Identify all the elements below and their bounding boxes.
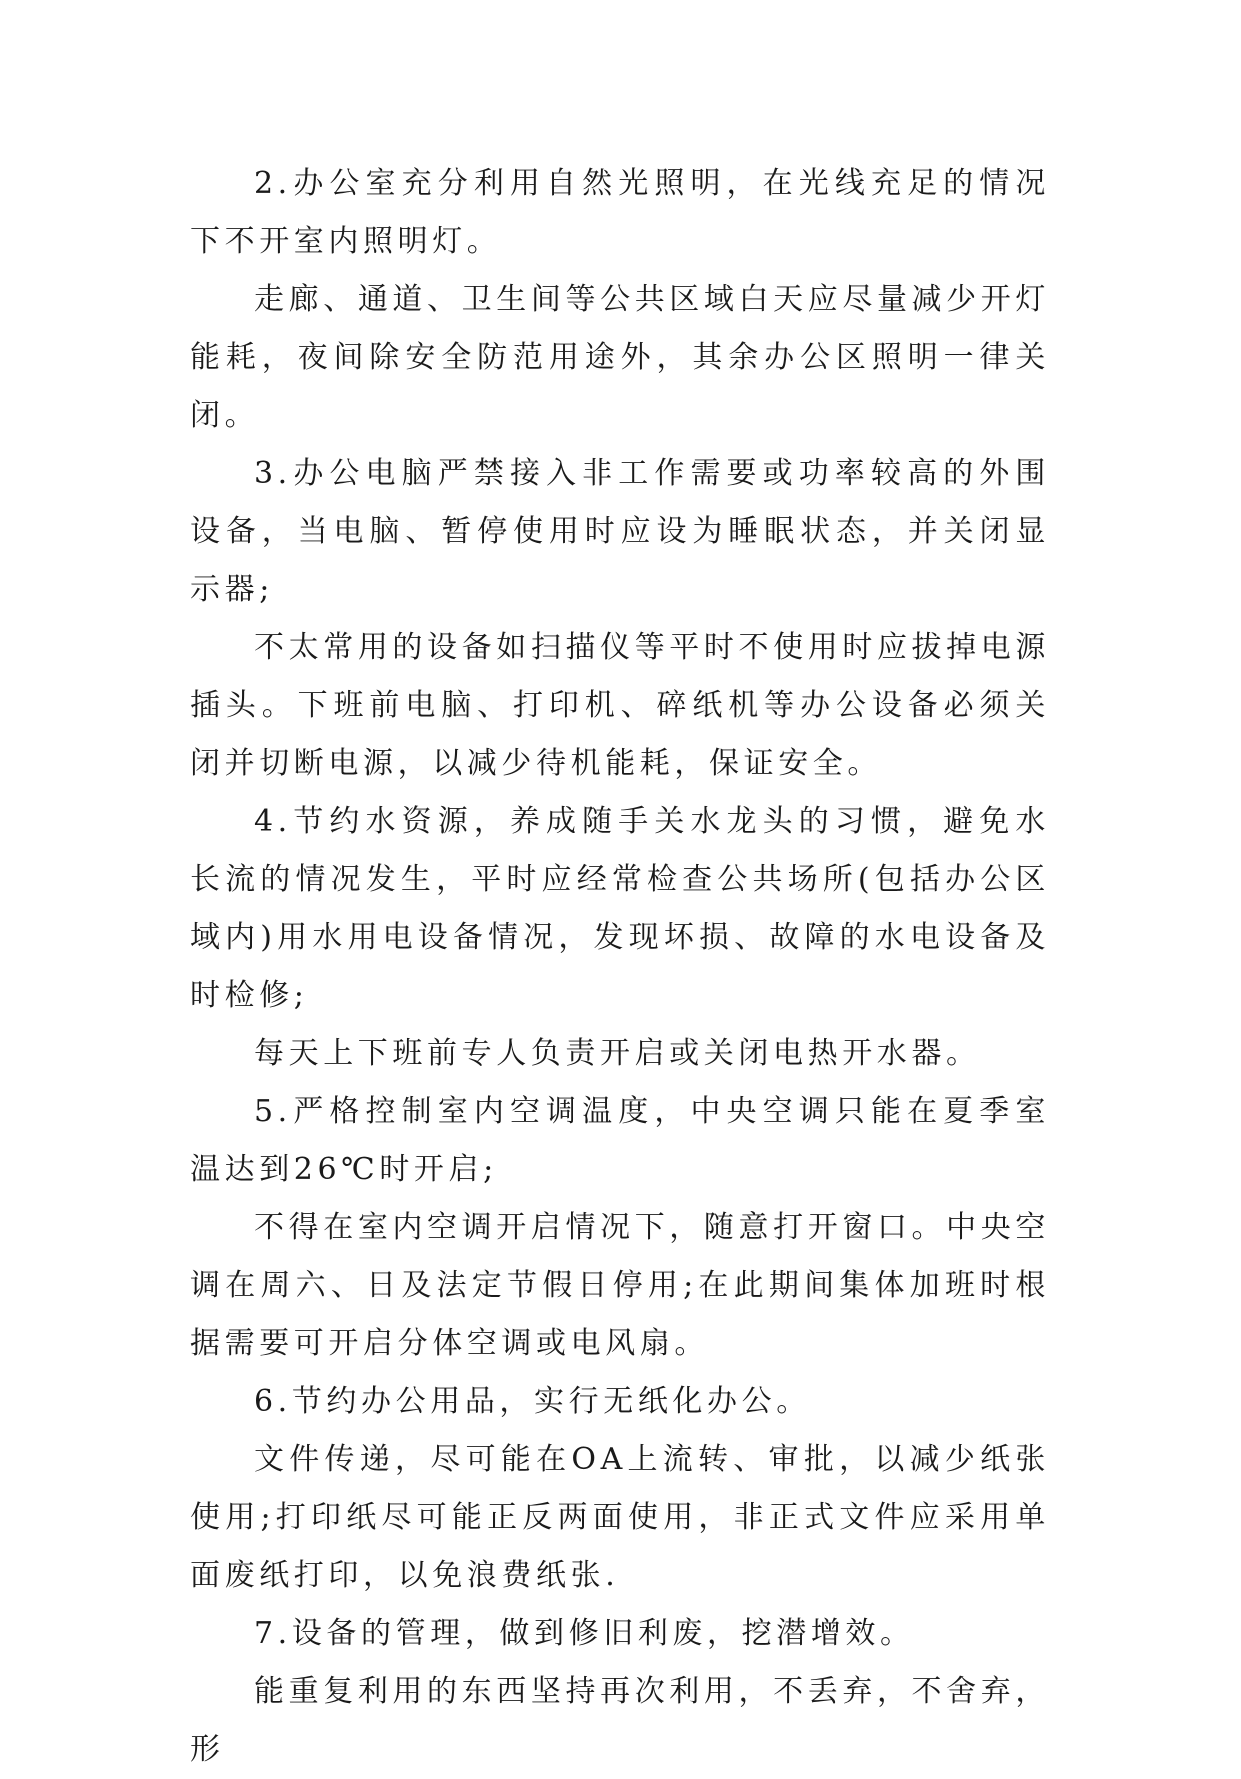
paragraph-equipment-management: 7.设备的管理，做到修旧利废，挖潜增效。 [254,1616,915,1651]
paragraph-windows-holidays: 不得在室内空调开启情况下，随意打开窗口。中央空调在周六、日及法定节假日停用;在此期间集体加班时根据需要可开启分体空调或电风扇。 [190,1210,1050,1361]
paragraph-water-saving: 4.节约水资源，养成随手关水龙头的习惯，避免水长流的情况发生，平时应经常检查公共场所(包括办公区域内)用水用电设备情况，发现坏损、故障的水电设备及时检修; [190,804,1050,1013]
document-body [190,155,1050,1779]
paragraph-computers: 3.办公电脑严禁接入非工作需要或功率较高的外围设备，当电脑、暂停使用时应设为睡眠状态，并关闭显示器; [190,456,1050,607]
paragraph-reuse: 能重复利用的东西坚持再次利用，不丢弃，不舍弃，形 [190,1674,1050,1767]
paragraph-office-supplies: 6.节约办公用品，实行无纸化办公。 [254,1384,811,1419]
paragraph-water-heater: 每天上下班前专人负责开启或关闭电热开水器。 [254,1036,981,1071]
paragraph-paperless: 文件传递，尽可能在OA上流转、审批，以减少纸张使用;打印纸尽可能正反两面使用，非正式文件应采用单面废纸打印，以免浪费纸张. [190,1442,1050,1593]
paragraph-lighting-natural: 2.办公室充分利用自然光照明，在光线充足的情况下不开室内照明灯。 [190,166,1050,259]
paragraph-lighting-public-areas: 走廊、通道、卫生间等公共区域白天应尽量减少开灯能耗，夜间除安全防范用途外，其余办公区照明一律关闭。 [190,282,1050,433]
paragraph-unplug-devices: 不太常用的设备如扫描仪等平时不使用时应拔掉电源插头。下班前电脑、打印机、碎纸机等办公设备必须关闭并切断电源，以减少待机能耗，保证安全。 [190,630,1050,781]
paragraph-air-conditioning: 5.严格控制室内空调温度，中央空调只能在夏季室温达到26℃时开启; [190,1094,1050,1187]
